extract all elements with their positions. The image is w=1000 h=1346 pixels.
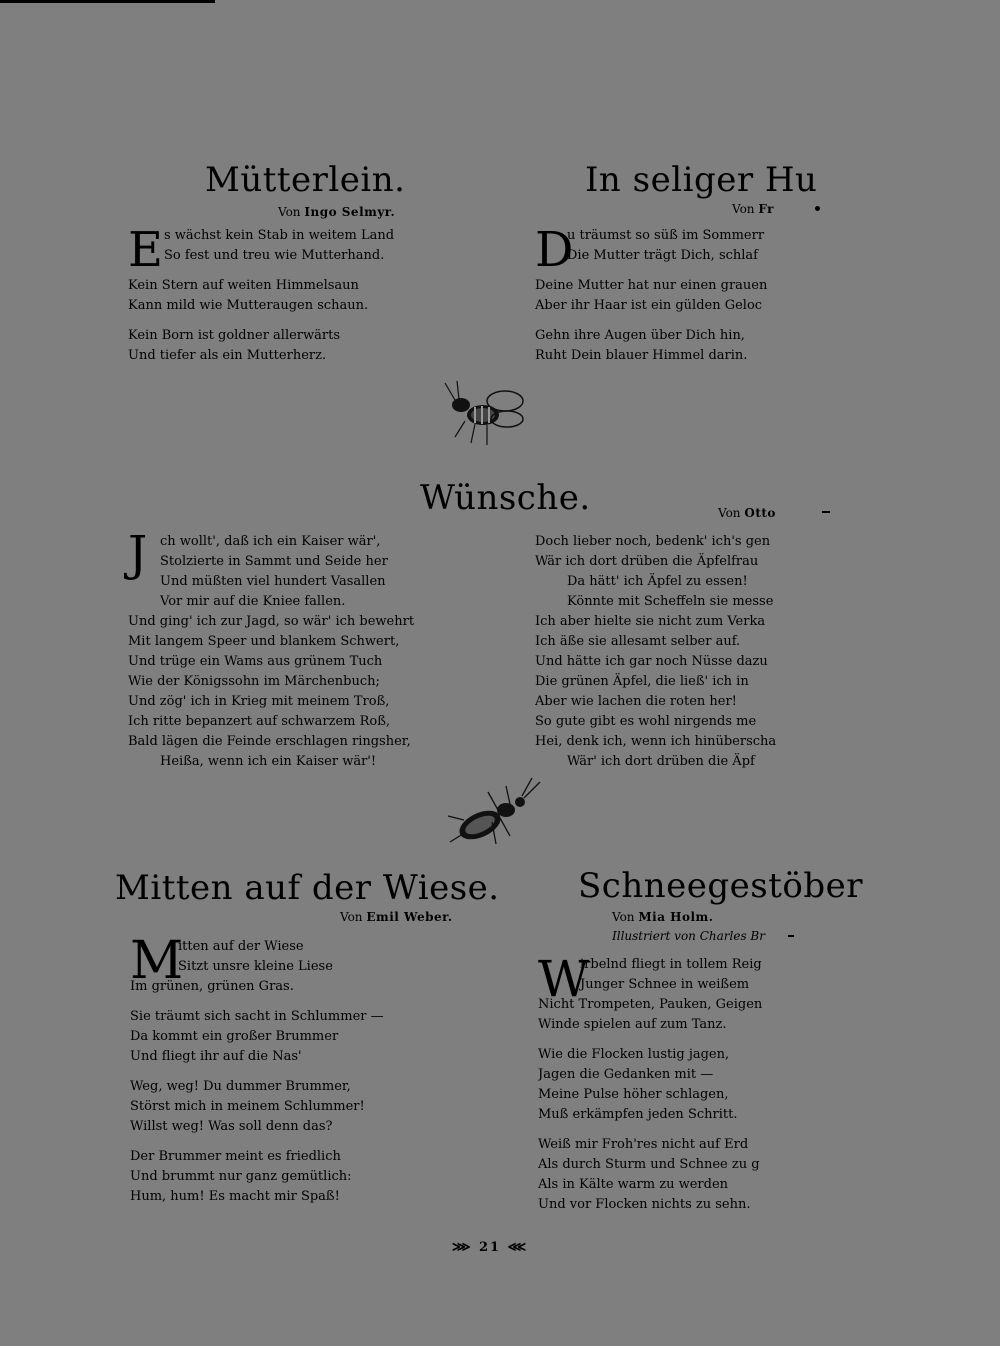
stanza [128, 276, 428, 316]
poem-body-mutterlein [128, 222, 428, 376]
poem-line: Kann mild wie Mutteraugen schaun. [128, 298, 369, 313]
poem-line: Stolzierte in Sammt und Seide her [160, 554, 388, 569]
poem-line: Und trüge ein Wams aus grünem Tuch [128, 654, 383, 669]
poem-line: Weg, weg! Du dummer Brummer, [130, 1079, 351, 1094]
poem-line: Winde spielen auf zum Tanz. [538, 1017, 727, 1032]
author-name: Fr [758, 202, 774, 216]
poem-line: itten auf der Wiese [178, 939, 304, 954]
dropcap: E [128, 222, 164, 278]
dropcap: D [535, 226, 574, 278]
poem-line: So fest und treu wie Mutterhand. [164, 248, 385, 263]
author-name: Emil Weber. [366, 910, 453, 924]
poem-line: Doch lieber noch, bedenk' ich's gen [535, 534, 771, 549]
poem-line: Bald lägen die Feinde erschlagen ringsher, [128, 734, 411, 749]
byline-prefix: Von [340, 910, 363, 924]
poem-line: irbelnd fliegt in tollem Reig [580, 957, 762, 972]
poem-line: Sitzt unsre kleine Liese [178, 959, 333, 974]
poem-line: Ich äße sie allesamt selber auf. [535, 634, 741, 649]
byline-prefix: Von [612, 910, 635, 924]
poem-line: Als durch Sturm und Schnee zu g [538, 1157, 760, 1172]
poem-line: Willst weg! Was soll denn das? [130, 1119, 333, 1134]
poem-line: Junger Schnee in weißem [580, 977, 750, 992]
byline-mutterlein [278, 205, 395, 219]
poem-line: Und brummt nur ganz gemütlich: [130, 1169, 352, 1184]
poem-line: Wär ich dort drüben die Äpfelfrau [535, 554, 759, 569]
poem-line: Ich ritte bepanzert auf schwarzem Roß, [128, 714, 391, 729]
poem-line: Vor mir auf die Kniee fallen. [160, 594, 346, 609]
poem-line: Sie träumt sich sacht in Schlummer — [130, 1009, 384, 1024]
poem-line: Wie der Königssohn im Märchenbuch; [128, 674, 380, 689]
beetle-illustration [440, 770, 550, 855]
top-rule [0, 0, 215, 3]
bullet-mark [815, 206, 820, 211]
poem-line: Ich aber hielte sie nicht zum Verka [535, 614, 766, 629]
illustrator-credit: Illustriert von Charles Br [612, 929, 765, 943]
poem-line: Die Mutter trägt Dich, schlaf [567, 248, 758, 263]
poem-body-wiese [130, 931, 450, 1207]
poem-title-seliger: In seliger Hu [585, 160, 818, 200]
stanza [128, 326, 428, 366]
byline-prefix: Von [732, 202, 755, 216]
poem-line: Und müßten viel hundert Vasallen [160, 574, 386, 589]
dropcap: M [130, 931, 184, 991]
poem-line: Hum, hum! Es macht mir Spaß! [130, 1189, 340, 1204]
poem-line: Kein Born ist goldner allerwärts [128, 328, 341, 343]
poem-line: Störst mich in meinem Schlummer! [130, 1099, 365, 1114]
poem-line: Wär' ich dort drüben die Äpf [567, 754, 755, 769]
stanza [535, 276, 785, 316]
poem-line: Und hätte ich gar noch Nüsse dazu [535, 654, 768, 669]
poem-line: Wie die Flocken lustig jagen, [538, 1047, 730, 1062]
poem-line: Kein Stern auf weiten Himmelsaun [128, 278, 359, 293]
byline-prefix: Von [278, 205, 301, 219]
page-number: ⋙ 21 ⋘ [452, 1240, 529, 1255]
poem-line: Meine Pulse höher schlagen, [538, 1087, 729, 1102]
stanza [128, 226, 428, 266]
author-name: Ingo Selmyr. [304, 205, 396, 219]
poem-line: Der Brummer meint es friedlich [130, 1149, 341, 1164]
poem-line: Und zög' ich in Krieg mit meinem Troß, [128, 694, 390, 709]
byline-seliger [732, 202, 774, 216]
dash-mark [822, 511, 830, 513]
byline-wunsche [718, 506, 776, 520]
byline-wiese [340, 910, 453, 924]
author-name: Mia Holm. [638, 910, 714, 924]
poem-line: Und vor Flocken nichts zu sehn. [538, 1197, 751, 1212]
dropcap: W [538, 955, 590, 1008]
poem-line: Nicht Trompeten, Pauken, Geigen [538, 997, 763, 1012]
poem-line: Könnte mit Scheffeln sie messe [567, 594, 774, 609]
dropcap: J [128, 526, 148, 582]
stanza [535, 326, 785, 366]
poem-line: Da hätt' ich Äpfel zu essen! [567, 574, 748, 589]
poem-body-schnee [538, 955, 783, 1215]
poem-title-schnee: Schneegestöber [578, 866, 863, 906]
poem-line: So gute gibt es wohl nirgends me [535, 714, 757, 729]
poem-line: Aber wie lachen die roten her! [535, 694, 737, 709]
poem-line: Muß erkämpfen jeden Schritt. [538, 1107, 738, 1122]
poem-line: u träumst so süß im Sommerr [567, 228, 765, 243]
bee-illustration [435, 375, 530, 450]
poem-line: Im grünen, grünen Gras. [130, 979, 294, 994]
poem-title-wiese: Mitten auf der Wiese. [115, 868, 500, 908]
poem-line: Und tiefer als ein Mutterherz. [128, 348, 327, 363]
poem-line: Aber ihr Haar ist ein gülden Geloc [535, 298, 763, 313]
poem-line: s wächst kein Stab in weitem Land [164, 228, 395, 243]
poem-body-wunsche-right [535, 532, 785, 772]
poem-line: Mit langem Speer und blankem Schwert, [128, 634, 400, 649]
author-name: Otto [744, 506, 776, 520]
byline-prefix: Von [718, 506, 741, 520]
poem-line: Heißa, wenn ich ein Kaiser wär'! [160, 754, 377, 769]
poem-title-mutterlein: Mütterlein. [205, 160, 406, 200]
dash-mark [788, 935, 794, 937]
poem-body-seliger [535, 226, 785, 376]
poem-line: Als in Kälte warm zu werden [538, 1177, 729, 1192]
poem-line: Die grünen Äpfel, die ließ' ich in [535, 674, 749, 689]
poem-line: Und fliegt ihr auf die Nas' [130, 1049, 302, 1064]
byline-schnee [612, 910, 713, 924]
poem-line: Ruht Dein blauer Himmel darin. [535, 348, 748, 363]
poem-line: ch wollt', daß ich ein Kaiser wär', [160, 534, 381, 549]
poem-line: Hei, denk ich, wenn ich hinüberscha [535, 734, 777, 749]
poem-body-wunsche-left [128, 526, 458, 772]
poem-line: Und ging' ich zur Jagd, so wär' ich bewehrt [128, 614, 415, 629]
poem-line: Jagen die Gedanken mit — [538, 1067, 714, 1082]
poem-line: Weiß mir Froh'res nicht auf Erd [538, 1137, 749, 1152]
poem-line: Gehn ihre Augen über Dich hin, [535, 328, 745, 343]
poem-line: Deine Mutter hat nur einen grauen [535, 278, 768, 293]
poem-line: Da kommt ein großer Brummer [130, 1029, 339, 1044]
poem-title-wunsche: Wünsche. [420, 478, 591, 518]
